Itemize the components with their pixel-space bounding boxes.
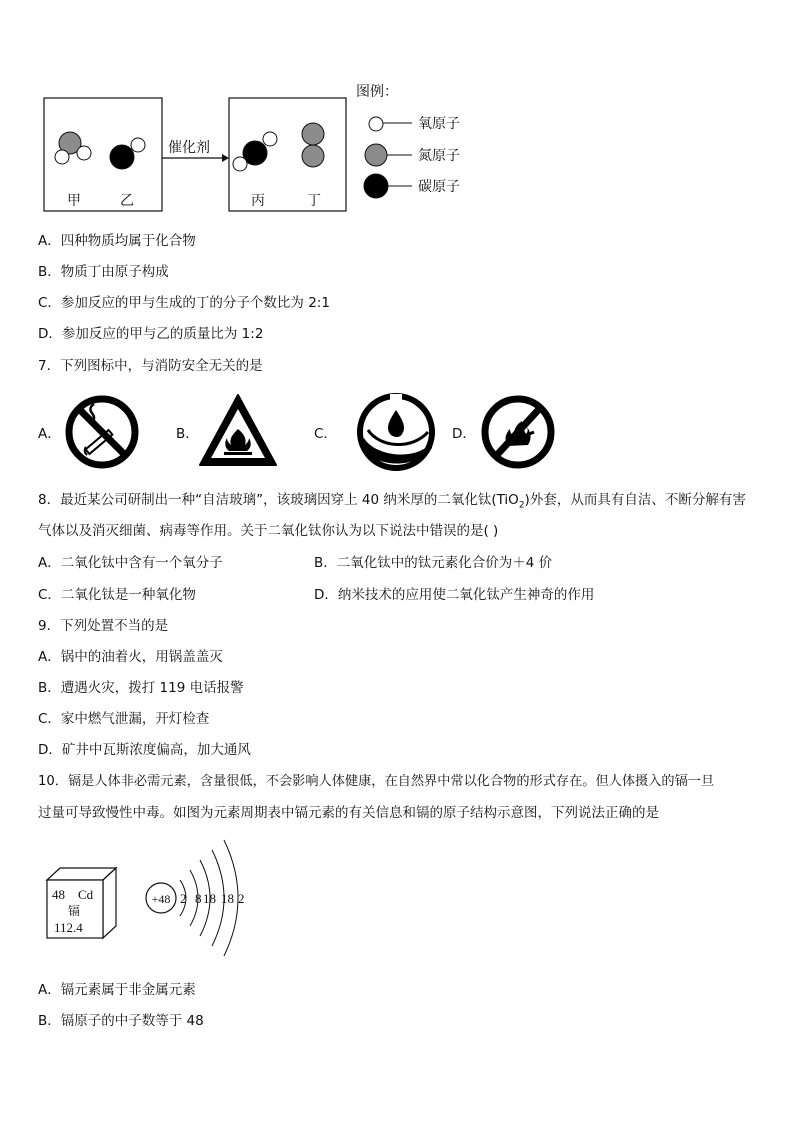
product-2-label: 丁	[307, 193, 321, 209]
legend-nitrogen-label: 氮原子	[418, 148, 460, 164]
element-card	[44, 866, 124, 946]
element-number: 48	[52, 887, 65, 902]
q8-option-a: A．二氧化钛中含有一个氧分子	[38, 555, 223, 571]
q9-option-c: C．家中燃气泄漏，开灯检查	[38, 711, 210, 727]
reactant-2-label: 乙	[120, 193, 134, 209]
q9-option-b: B．遭遇火灾，拨打 119 电话报警	[38, 680, 244, 696]
nitrogen-atom	[302, 123, 324, 145]
nitrogen-atom	[302, 145, 324, 167]
legend-oxygen-symbol	[369, 117, 383, 131]
q6-option-c: C．参加反应的甲与生成的丁的分子个数比为 2:1	[38, 295, 330, 311]
oxygen-atom	[55, 150, 69, 164]
atom-structure-diagram	[140, 834, 270, 964]
shell-2-electrons: 8	[195, 891, 202, 906]
product-1-label: 丙	[251, 193, 265, 209]
q8-stem-part2: )外套，从而具有自洁、不断分解有害	[524, 492, 746, 508]
legend-nitrogen-symbol	[365, 144, 387, 166]
q10-stem-line1: 10．镉是人体非必需元素，含量很低，不会影响人体健康，在自然界中常以化合物的形式存在。但人体摄入的镉一旦	[38, 774, 715, 789]
q9-stem: 9．下列处置不当的是	[38, 618, 169, 634]
q6-option-b: B．物质丁由原子构成	[38, 264, 169, 280]
q8-stem-line1	[38, 488, 746, 511]
q6-option-a: A．四种物质均属于化合物	[38, 233, 196, 249]
q7-label-b: B．	[176, 426, 199, 442]
no-smoking-icon	[62, 393, 142, 473]
legend-oxygen-label: 氧原子	[418, 116, 460, 132]
reaction-diagram	[0, 0, 794, 220]
reactant-1-label: 甲	[67, 193, 81, 209]
oxygen-atom	[77, 146, 91, 160]
q8-stem-part1: 8．最近某公司研制出一种“自洁玻璃”，该玻璃因穿上 40 纳米厚的二氧化钛(TiO	[38, 492, 519, 508]
no-open-flame-icon	[478, 392, 558, 472]
legend-carbon-label: 碳原子	[418, 179, 460, 195]
q7-label-c: C．	[314, 426, 337, 442]
q6-option-d: D．参加反应的甲与乙的质量比为 1:2	[38, 326, 264, 342]
oxygen-atom	[131, 138, 145, 152]
q8-option-b: B．二氧化钛中的钛元素化合价为＋4 价	[314, 555, 553, 571]
element-name: 镉	[68, 904, 81, 918]
element-symbol: Cd	[78, 887, 94, 902]
q10-option-b: B．镉原子的中子数等于 48	[38, 1013, 204, 1029]
q8-option-d: D．纳米技术的应用使二氧化钛产生神奇的作用	[314, 587, 595, 603]
q9-option-d: D．矿井中瓦斯浓度偏高，加大通风	[38, 742, 251, 758]
q10-option-a: A．镉元素属于非金属元素	[38, 982, 196, 998]
water-saving-icon	[354, 390, 438, 474]
q7-stem: 7．下列图标中，与消防安全无关的是	[38, 358, 263, 374]
q8-option-c: C．二氧化钛是一种氧化物	[38, 587, 196, 603]
legend-carbon-symbol	[364, 174, 388, 198]
arrow-head	[222, 154, 229, 162]
shell-3-electrons: 18	[203, 891, 216, 906]
oxygen-atom	[263, 132, 277, 146]
q7-label-a: A．	[38, 426, 61, 442]
q8-stem-line2: 气体以及消灭细菌、病毒等作用。关于二氧化钛你认为以下说法中错误的是( )	[38, 523, 499, 539]
q7-label-d: D．	[452, 426, 476, 442]
oxygen-atom	[233, 157, 247, 171]
flammable-warning-icon	[198, 393, 278, 469]
legend-title: 图例：	[356, 84, 398, 100]
shell-1-electrons: 2	[180, 891, 187, 906]
shell-4-electrons: 18	[221, 891, 234, 906]
nucleus-charge: +48	[151, 892, 171, 906]
carbon-atom	[110, 145, 134, 169]
q10-stem-line2: 过量可导致慢性中毒。如图为元素周期表中镉元素的有关信息和镉的原子结构示意图，下列说法正确的是	[38, 805, 659, 821]
q9-option-a: A．锅中的油着火，用锅盖盖灭	[38, 649, 223, 665]
shell-5-electrons: 2	[238, 891, 245, 906]
element-mass: 112.4	[54, 920, 83, 935]
catalyst-label: 催化剂	[168, 140, 210, 156]
q8-stem-sub: 2	[518, 500, 525, 511]
